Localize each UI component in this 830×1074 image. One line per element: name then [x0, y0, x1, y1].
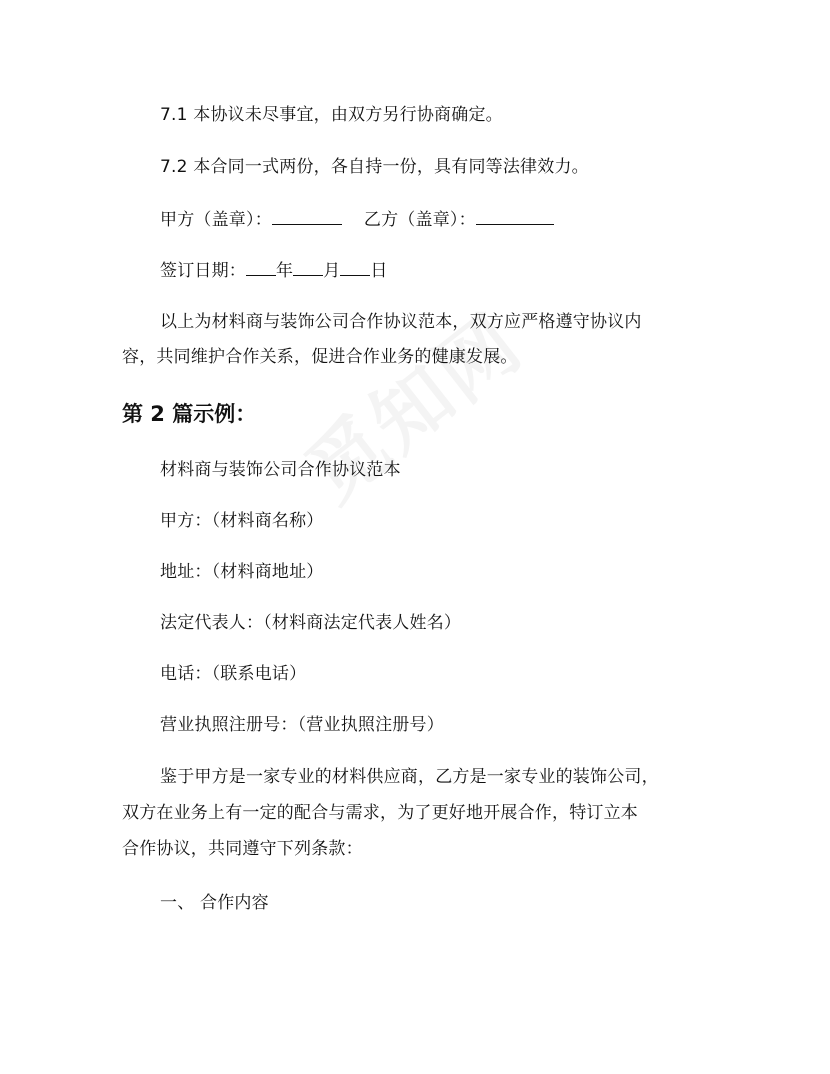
summary-line-1: 以上为材料商与装饰公司合作协议范本，双方应严格遵守协议内	[160, 312, 642, 332]
section-heading: 第 2 篇示例：	[122, 402, 257, 426]
phone-line: 电话：（联系电话）	[160, 664, 307, 684]
party-a-line: 甲方：（材料商名称）	[160, 511, 324, 531]
day-label: 日	[370, 261, 388, 281]
license-line: 营业执照注册号：（营业执照注册号）	[160, 715, 444, 735]
party-b-seal-label: 乙方（盖章）：	[363, 210, 476, 230]
signature-line	[160, 208, 554, 231]
preamble-line-3: 合作协议，共同遵守下列条款：	[122, 839, 363, 859]
section-1-title: 一、 合作内容	[160, 893, 269, 913]
sign-date-label: 签订日期：	[160, 261, 246, 281]
month-label: 月	[323, 261, 341, 281]
year-label: 年	[276, 261, 294, 281]
clause-7-1: 7.1 本协议未尽事宜，由双方另行协商确定。	[160, 105, 503, 125]
preamble-line-2: 双方在业务上有一定的配合与需求，为了更好地开展合作，特订立本	[122, 803, 638, 823]
clause-7-2: 7.2 本合同一式两份，各自持一份，具有同等法律效力。	[160, 157, 589, 177]
year-blank	[246, 259, 276, 276]
example-title: 材料商与装饰公司合作协议范本	[160, 460, 401, 480]
legal-rep-line: 法定代表人：（材料商法定代表人姓名）	[160, 613, 462, 633]
preamble-line-1: 鉴于甲方是一家专业的材料供应商，乙方是一家专业的装饰公司，	[160, 767, 659, 787]
address-line: 地址：（材料商地址）	[160, 562, 324, 582]
sign-date-line	[160, 259, 388, 282]
day-blank	[340, 259, 370, 276]
party-a-seal-blank	[272, 208, 342, 225]
party-a-seal-label: 甲方（盖章）：	[160, 210, 272, 230]
month-blank	[293, 259, 323, 276]
summary-line-2: 容，共同维护合作关系，促进合作业务的健康发展。	[122, 347, 518, 367]
party-b-seal-blank	[476, 208, 554, 225]
